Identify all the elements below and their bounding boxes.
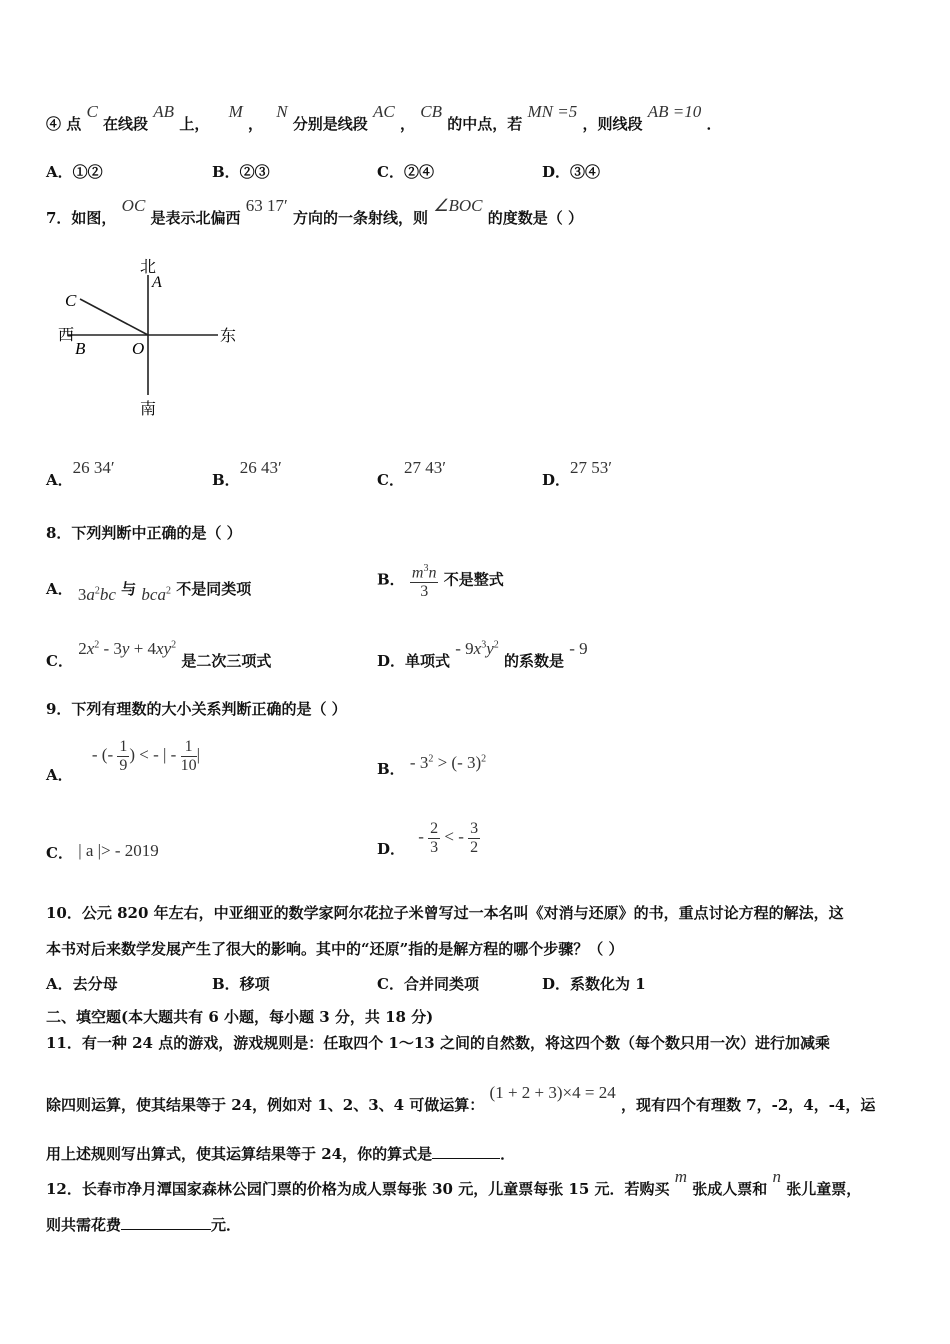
q8-option-c[interactable] bbox=[46, 639, 272, 671]
label-A: A bbox=[152, 274, 162, 291]
text: 元． bbox=[211, 1216, 242, 1234]
q6-option-c[interactable]: C．②④ bbox=[377, 163, 434, 181]
text: 用上述规则写出算式，使其运算结果等于 24，你的算式是 bbox=[46, 1145, 433, 1163]
text: ，现有四个有理数 7，-2，4，-4，运 bbox=[620, 1096, 876, 1114]
label-C: C bbox=[65, 291, 77, 310]
text: 张儿童票， bbox=[786, 1180, 862, 1198]
q6-item4 bbox=[46, 102, 722, 134]
fraction: $\frac{1}{9}$ bbox=[119, 738, 128, 774]
option-label: A． bbox=[46, 766, 73, 785]
fraction: $\frac{1}{10}$ bbox=[180, 738, 197, 774]
option-label: B． bbox=[377, 760, 405, 778]
text: ， bbox=[400, 115, 416, 133]
q9-stem: 9．下列有理数的大小关系判断正确的是（ ） bbox=[46, 700, 347, 718]
option-value: 26 43′ bbox=[239, 458, 282, 477]
math-monomial: - $9x^3y^2$ bbox=[455, 639, 499, 658]
option-label: C． bbox=[377, 471, 404, 489]
q10-option-b[interactable]: B．移项 bbox=[212, 975, 270, 993]
math-CB: CB bbox=[420, 102, 442, 121]
option-value: 27 43′ bbox=[403, 458, 446, 477]
option-label: D．单项式 bbox=[377, 652, 451, 670]
q10-line2: 本书对后来数学发展产生了很大的影响。其中的“还原”指的是解方程的哪个步骤？（ ） bbox=[46, 940, 624, 958]
q8-stem: 8．下列判断中正确的是（ ） bbox=[46, 524, 242, 542]
text: 除四则运算，使其结果等于 24，例如对 1、2、3、4 可做运算： bbox=[46, 1096, 485, 1114]
fraction: $\frac{2}{3}$ bbox=[430, 820, 439, 856]
label-B: B bbox=[75, 339, 86, 358]
math-expression: - $\frac{2}{3}$ < - $\frac{3}{2}$ bbox=[418, 820, 479, 856]
math-bca2: bca$^2$ bbox=[141, 585, 171, 604]
q7-figure bbox=[50, 250, 250, 422]
text: 7．如图， bbox=[46, 209, 117, 227]
label-east: 东 bbox=[220, 328, 237, 345]
numerator: $m^3n$ bbox=[410, 560, 439, 583]
answer-blank[interactable] bbox=[432, 1144, 500, 1159]
option-label: C． bbox=[46, 844, 73, 862]
math-AB: AB bbox=[153, 102, 175, 121]
math-expression: - $3^2$ > (- 3)$^2$ bbox=[409, 753, 487, 772]
text: 的度数是（ ） bbox=[487, 209, 583, 227]
q9-option-a[interactable] bbox=[46, 738, 200, 785]
q7-option-c[interactable] bbox=[377, 458, 446, 490]
label-south: 南 bbox=[140, 401, 157, 418]
label-O: O bbox=[132, 339, 145, 358]
fraction: $\frac{3}{2}$ bbox=[470, 820, 479, 856]
q11-line1: 11．有一种 24 点的游戏，游戏规则是：任取四个 1～13 之间的自然数，将这四个数（每个数只用一次）进行加减乘 bbox=[46, 1034, 830, 1052]
math-AB10: AB =10 bbox=[647, 102, 702, 121]
math-n: n bbox=[772, 1167, 782, 1186]
math-angle: 63 17′ bbox=[245, 196, 288, 215]
math-polynomial: $2x^2 - 3y + 4xy^2$ bbox=[78, 639, 177, 658]
math-coefficient: - 9 bbox=[569, 639, 588, 658]
math-M: M bbox=[228, 102, 243, 121]
answer-blank[interactable] bbox=[121, 1215, 211, 1230]
math-example: (1 + 2 + 3)×4 = 24 bbox=[489, 1083, 616, 1102]
q9-option-c[interactable] bbox=[46, 842, 159, 863]
text: 是二次三项式 bbox=[181, 652, 272, 670]
denominator: 3 bbox=[420, 583, 429, 601]
ray-OC bbox=[80, 299, 148, 335]
q10-option-a[interactable]: A．去分母 bbox=[46, 975, 118, 993]
text: 则共需花费 bbox=[46, 1216, 122, 1234]
q12-line2 bbox=[46, 1214, 241, 1235]
option-value: 26 34′ bbox=[72, 458, 115, 477]
q9-option-d[interactable] bbox=[377, 820, 480, 857]
math-AC: AC bbox=[373, 102, 395, 121]
math-MN: MN =5 bbox=[527, 102, 578, 121]
math-OC: OC bbox=[121, 196, 146, 215]
math-fraction bbox=[410, 560, 439, 601]
q12-line1 bbox=[46, 1167, 862, 1199]
option-label: B． bbox=[377, 570, 405, 589]
text: 的系数是 bbox=[504, 652, 565, 670]
text: ，则线段 bbox=[582, 115, 643, 133]
text: 的中点，若 bbox=[447, 115, 523, 133]
math-m: m bbox=[674, 1167, 688, 1186]
text: 12．长春市净月潭国家森林公园门票的价格为成人票每张 30 元，儿童票每张 15 元．若购买 bbox=[46, 1180, 670, 1198]
text: 是表示北偏西 bbox=[150, 209, 241, 227]
math-expression: - (- $\frac{1}{9}$ ) < - | - $\frac{1}{10}$ | bbox=[91, 738, 200, 774]
q8-option-b[interactable] bbox=[377, 560, 504, 601]
math-N: N bbox=[276, 102, 288, 121]
math-3a2bc: $3a^2bc$ bbox=[77, 585, 116, 604]
q7-option-b[interactable] bbox=[212, 458, 282, 490]
q8-option-a[interactable] bbox=[46, 578, 252, 604]
q7-option-a[interactable] bbox=[46, 458, 115, 490]
q7-stem bbox=[46, 196, 583, 228]
text: ， bbox=[247, 115, 263, 133]
text: ． bbox=[706, 115, 722, 133]
text: 方向的一条射线，则 bbox=[292, 209, 428, 227]
option-label: D． bbox=[542, 471, 571, 489]
q6-option-d[interactable]: D．③④ bbox=[542, 163, 601, 181]
q9-option-b[interactable] bbox=[377, 753, 487, 779]
option-label: D． bbox=[377, 840, 406, 859]
option-label: C． bbox=[46, 652, 73, 670]
label-north: 北 bbox=[140, 259, 157, 276]
option-value: 27 53′ bbox=[570, 458, 612, 477]
section-heading: 二、填空题(本大题共有 6 小题，每小题 3 分，共 18 分) bbox=[46, 1008, 434, 1026]
text: 不是整式 bbox=[443, 570, 504, 589]
math-C: C bbox=[86, 102, 98, 121]
q11-line2 bbox=[46, 1083, 876, 1115]
text: 与 bbox=[121, 580, 137, 598]
text: ④ 点 bbox=[46, 115, 82, 133]
q11-line3 bbox=[46, 1143, 515, 1164]
math-expression: | a |> - 2019 bbox=[78, 841, 159, 860]
text: 张成人票和 bbox=[692, 1180, 768, 1198]
q10-line1: 10．公元 820 年左右，中亚细亚的数学家阿尔花拉子米曾写过一本名叫《对消与还原》的书，重点讨论方程的解法，这 bbox=[46, 904, 844, 922]
q6-option-a[interactable]: A．①② bbox=[46, 163, 103, 181]
text: 上， bbox=[179, 115, 210, 133]
q8-option-d[interactable] bbox=[377, 639, 588, 671]
q7-option-d[interactable] bbox=[542, 458, 612, 490]
q6-option-b[interactable]: B．②③ bbox=[212, 163, 270, 181]
option-label: A． bbox=[46, 471, 73, 489]
option-label: A． bbox=[46, 580, 73, 598]
text: ． bbox=[500, 1145, 516, 1163]
text: 在线段 bbox=[103, 115, 149, 133]
q10-option-d[interactable]: D．系数化为 1 bbox=[542, 975, 646, 993]
math-BOC: ∠BOC bbox=[433, 196, 483, 215]
option-label: B． bbox=[212, 471, 240, 489]
text: 分别是线段 bbox=[292, 115, 368, 133]
label-west: 西 bbox=[58, 327, 75, 344]
text: 不是同类项 bbox=[176, 580, 252, 598]
q10-option-c[interactable]: C．合并同类项 bbox=[377, 975, 479, 993]
